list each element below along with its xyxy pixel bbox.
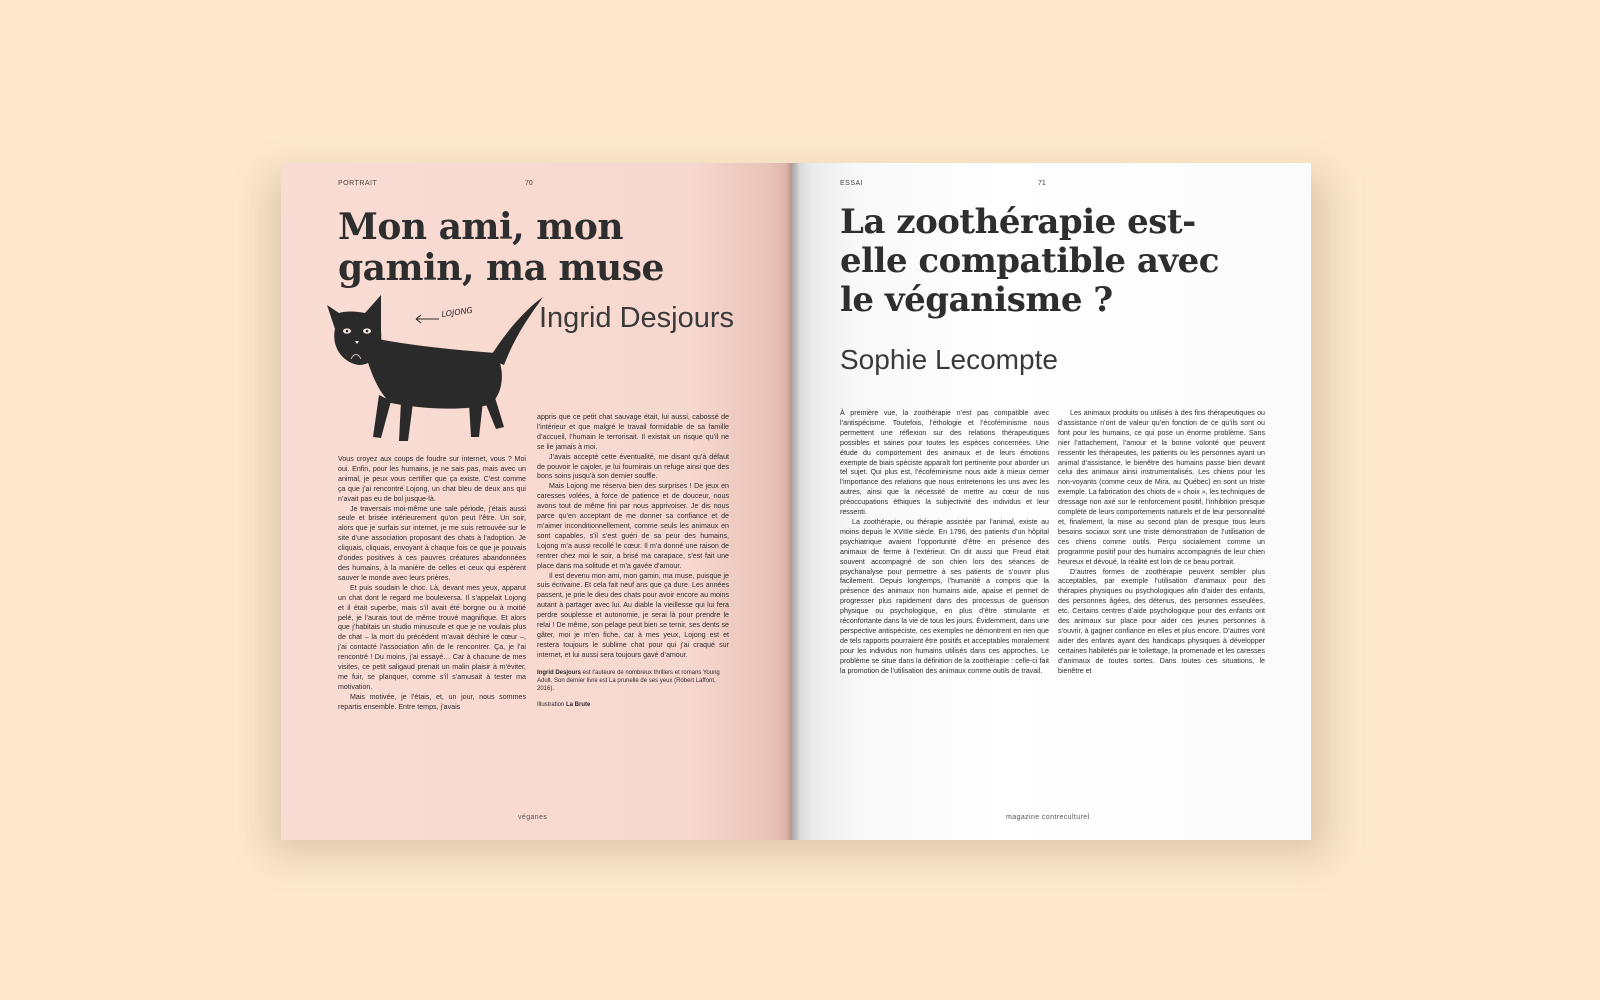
paragraph: À première vue, la zoothérapie n’est pas compatible avec l’antispécisme. Toutefois, l’éthologie et l’écoféminisme nous permettent une réflexion sur des relations thérapeutiques possibles et saines pour toutes les espèces concernées. Une étude du comportement des animaux et de leurs émotions exempte de biais spéciste apparaît fort pertinente pour aborder un tel sujet. Qui plus est, l’écoféminisme nous aide à mieux cerner l’importance des relations que nous entretenons les uns avec les autres, ainsi que la nécessité de mettre au cœur de nos préoccupations éthiques la subjectivité des individus et leur ressenti. [840,409,1049,517]
author-bio [537,669,729,693]
illustration-credit [537,701,729,711]
left-footer: véganes [518,814,548,821]
paragraph: Mais motivée, je l’étais, et, un jour, nous sommes repartis ensemble. Entre temps, j’avais [338,692,526,711]
bio-text: est l’auteure de nombreux thrillers et romans Young Adult. Son dernier livre est La prunelle de ses yeux (Robert Laffont, 2016). [537,669,720,692]
paragraph: J’avais accepté cette éventualité, me disant qu’à défaut de pouvoir le cajoler, je lui fournirais un refuge ainsi que des bons soins jusqu’à son dernier souffle. [537,452,729,481]
paragraph: Vous croyez aux coups de foudre sur internet, vous ? Moi oui. Enfin, pour les humains, je ne sais pas, mais avec un animal, je peux vous certifier que ça existe. C’est comme ça que j’ai rencontré Lojong, un chat bleu de deux ans qui n’avait pas eu de bol jusque-là. [338,455,526,503]
left-column-2 [537,413,729,711]
left-article-title: Mon ami, mon gamin, ma muse [338,206,664,290]
right-column-2 [1058,409,1265,676]
bio-name: Ingrid Desjours [537,669,582,676]
paragraph: Je traversais moi-même une sale période, j’étais aussi seule et brisée intérieurement qu’on peut l’être. Un soir, alors que je surfais sur internet, je me suis retrouvée sur le site d’une association proposant des chats à l’adoption. Je cliquais, cliquais, envoyant à chaque fois ce que je pouvais d’ondes positives à ces pauvres créatures abandonnées des humains, à la manière de celles et ceux qui espèrent sauver le monde avec leurs prières. [338,504,526,582]
left-page-number: 70 [525,180,533,187]
right-column-1 [840,409,1049,676]
right-section-label: ESSAI [840,180,864,187]
right-article-title: La zoothérapie est-elle compatible avec le véganisme ? [840,202,1219,320]
credit-label: Illustration [537,701,567,708]
cat-illustration [321,291,551,451]
paragraph: Les animaux produits ou utilisés à des fins thérapeutiques ou d’assistance n’ont de valeur qu’en fonction de ce qu’ils sont ou font pour les humains, ce qui pose un énorme problème. Sans nier l’attachement, l’amour et la bonne volonté que peuvent ressentir les thérapeutes, les patients ou les personnes ayant un animal d’assistance, le bienêtre des humains passe bien devant celui des animaux ainsi instrumentalisés. Les chiens pour les non-voyants (comme ceux de Mira, au Québec) en sont un triste exemple. La fabrication des chiots de « choix », les techniques de dressage non axé sur le renforcement positif, l’inhibition presque complète de leurs comportements naturels et de leur personnalité et, finalement, la mise au second plan de presque tous leurs besoins sociaux sont une triste démonstration de l’utilisation de ces chiens comme outils. Perçu socialement comme un programme positif pour des humains accompagnés de leur chien heureux et dévoué, la réalité est loin de ce beau portrait. [1058,409,1265,566]
paragraph: La zoothérapie, ou thérapie assistée par l’animal, existe au moins depuis le XVIIIe siècle. En 1796, des patients d’un hôpital psychiatrique avaient l’opportunité d’être en présence des animaux de ferme à l’extérieur. On dit aussi que Freud était souvent accompagné de son chien lors des séances de psychanalyse pour permettre à ses patients de s’ouvrir plus facilement. Depuis longtemps, l’humanité a compris que la présence des animaux non humains aide, apaise et permet de progresser plus rapidement dans des processus de guérison physique ou psychologique, en plus d’être stimulante et réconfortante dans la vie de tous les jours. Évidemment, dans une perspective antispéciste, ces exemples ne démontrent en rien que de tels rapports pourraient être positifs et acceptables moralement pour les individus non humains utilisés dans ces approches. Le problème se situe dans la définition de la zoothérapie : celle-ci fait la promotion de l’utilisation des animaux comme outils de travail. [840,517,1049,675]
left-page [281,163,792,840]
cat-name-label: LOJONG [441,305,474,319]
paragraph: appris que ce petit chat sauvage était, lui aussi, cabossé de l’intérieur et que malgré le travail formidable de sa famille d’accueil, l’humain le terrorisait. Il existait un risque qu’il ne se lie jamais à moi. [537,413,729,451]
left-author-name: Ingrid Desjours [539,302,735,334]
right-author-name: Sophie Lecompte [840,344,1058,375]
left-section-label: PORTRAIT [338,180,378,187]
right-footer: magazine contreculturel [1006,814,1090,821]
paragraph: Et puis soudain le choc. Là, devant mes yeux, apparut un chat dont le regard me bouleversa. Il s’appelait Lojong et il était superbe, mais s’il avait été borgne ou à moitié pelé, je l’aurais tout de même trouvé magnifique. Et alors que j’habitais un studio minuscule et que je ne voulais plus de chat – la mort du précédent m’avait déchiré le cœur –, j’ai contacté l’association afin de le rencontrer. Ça, je l’ai rencontré ! Du moins, j’ai essayé… Car à chacune de mes visites, ce petit saligaud prenait un malin plaisir à m’éviter, me fuir, se planquer, comme s’il s’amusait à tester ma motivation. [338,583,526,691]
paragraph: Mais Lojong me réserva bien des surprises ! De jeux en caresses volées, à force de patience et de douceur, nous avons tout de même fini par nous apprivoiser. Je dis nous parce qu’en acceptant de me donner sa confiance et de m’aimer inconditionnellement, comme seuls les animaux en sont capables, s’il s’est guéri de sa peur des humains, Lojong m’a aussi recollé le cœur. Il m’a donné une raison de rentrer chez moi le soir, a brisé ma carapace, s’est fait une place dans ma solitude et m’a gavée d’amour. [537,482,729,570]
right-page [792,163,1311,840]
left-column-1 [338,455,526,713]
right-page-number: 71 [1038,180,1046,187]
paragraph: D’autres formes de zoothérapie peuvent sembler plus acceptables, par exemple l’utilisation d’animaux pour des thérapies physiques ou psychologiques afin d’aider des enfants, des personnes âgées, des détenus, des personnes esseulées, etc. Certains centres d’aide psychologique pour des enfants ont des animaux sur place pour aider ces jeunes personnes à s’ouvrir, à gagner confiance en elles et plus encore. D’autres vont aider des enfants ayant des handicaps physiques à développer certaines habiletés par le toilettage, la promenade et les caresses d’animaux de toutes sortes. Dans toutes ces situations, le bienêtre et [1058,567,1265,675]
paragraph: Il est devenu mon ami, mon gamin, ma muse, puisque je suis écrivaine. Et cela fait neuf ans que ça dure. Les années passent, je prie le dieu des chats pour avoir encore au moins autant à partager avec lui. Au diable la vieillesse qui lui fera perdre souplesse et autonomie, je serai là pour prendre le relai ! De même, son pelage peut bien se ternir, ses dents se gâter, moi je m’en fiche, car à mes yeux, Lojong est et restera toujours le sublime chat pour qui j’ai craqué sur internet, et lui aussi sera toujours gavé d’amour. [537,571,729,659]
credit-name: La Brute [566,701,591,708]
magazine-spine [786,163,800,840]
